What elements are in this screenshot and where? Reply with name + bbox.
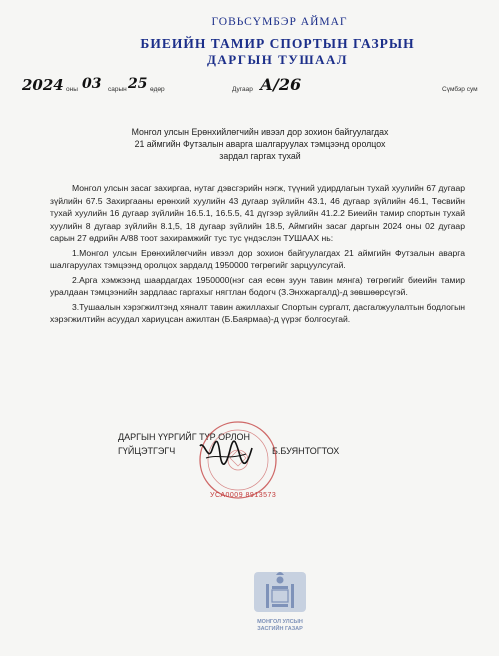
handwritten-number: А/26 (260, 75, 302, 94)
title-line: 21 аймгийн Футзалын аварга шалгаруулах тэмцээнд оролцох (134, 139, 386, 149)
body-intro: Монгол улсын засаг захиргаа, нутаг дэвсгэрийн нэгж, түүний удирдлагын тухай хуулийн 67 дугаар зүйлийн 67.5 Захиргааны ерөнхий хуулийн 43 дугаар зүйлийн 43.1, 46 дугаар зүйлийн 46.1, Төсвийн тухай хуулийн 16 дугаар зүйлийн 16.5.1, 16.5.5, 41 дүгээр зүйлийн 41.2.2 Биеийн тамир спортын тухай хуулийн 8 дугаар зүйлийн 8.1,5, 18 дугаар зүйлийн 18.5, Аймгийн засаг даргын 2024 оны 02 дугаар сарын 27 өдрийн А/88 тоот захирамжийг тус тус үндэслэн ТУШААХ нь: (50, 183, 465, 243)
handwritten-day: 25 (128, 76, 148, 92)
handwritten-year: 2024 (22, 76, 64, 94)
government-emblem (248, 570, 312, 632)
organization-name: БИЕИЙН ТАМИР СПОРТЫН ГАЗРЫН (140, 36, 415, 51)
signer-name: Б.БУЯНТОГТОХ (272, 446, 340, 456)
emblem-caption-1: МОНГОЛ УЛСЫН (257, 619, 303, 625)
place-name: Сүмбэр сум (442, 86, 478, 93)
month-suffix: сарын (108, 86, 127, 93)
document-type: ДАРГЫН ТУШААЛ (206, 52, 349, 67)
number-label: Дугаар (232, 86, 253, 93)
order-item-2: 2.Арга хэмжээнд шаардагдах 1950000(нэг сая есөн зуун тавин мянга) төгрөгийг биеийн тамир уралдаан тэмцээнийн зардлаас гаргахыг нягтлан бодогч (З.Энхжаргалд)-д зөвшөөрсүгэй. (50, 274, 465, 297)
title-line: зардал гаргах тухай (219, 151, 301, 161)
document-body (50, 182, 465, 328)
handwritten-signature (196, 436, 256, 472)
stamp-code: УСА0009 8913573 (210, 492, 277, 499)
day-suffix: өдөр (150, 86, 165, 93)
signer-position-line2: ГҮЙЦЭТГЭГЧ (118, 446, 176, 456)
handwritten-month: 03 (82, 76, 102, 92)
document-title (70, 126, 450, 162)
aimag-name: ГОВЬСҮМБЭР АЙМАГ (211, 16, 348, 28)
order-item-1: 1.Монгол улсын Ерөнхийлөгчийн ивээл дор зохион байгуулагдах 21 аймгийн Футзалын аварга шалгаруулах тэмцээнд оролцох зардалд 1950000 төгрөгийг зарцуулсугай. (50, 247, 465, 270)
year-suffix: оны (66, 86, 78, 93)
order-item-3: 3.Тушаалын хэрэгжилтэнд хяналт тавин ажиллахыг Спортын сургалт, дасгалжуулалтын бодлогын хэрэгжилтийн асуудал хариуцсан ажилтан (Б.Баярмаа)-д үүрэг болгосугай. (50, 301, 465, 324)
signer-position-line1: ДАРГЫН ҮҮРГИЙГ ТҮР ОРЛОН (118, 432, 251, 442)
title-line: Монгол улсын Ерөнхийлөгчийн ивээл дор зохион байгуулагдах (131, 127, 389, 137)
emblem-caption-2: ЗАСГИЙН ГАЗАР (257, 626, 303, 632)
soyombo-icon (248, 570, 312, 614)
